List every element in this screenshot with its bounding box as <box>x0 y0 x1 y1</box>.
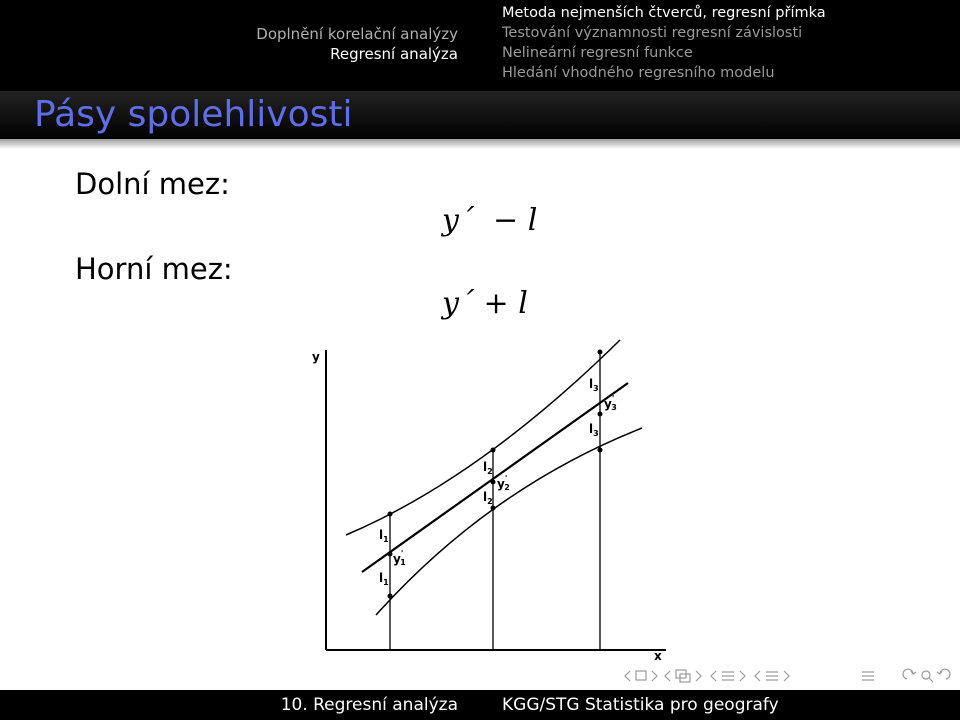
section-link-correlation[interactable]: Doplnění korelační analýzy <box>256 25 458 43</box>
label-y: y <box>604 397 612 411</box>
formula-minus: − <box>493 203 519 238</box>
title-shadow <box>0 139 960 149</box>
x-axis-label: x <box>654 649 662 663</box>
point-upper-1 <box>388 512 393 517</box>
formula-l: l <box>527 203 538 238</box>
nav-subsection-prev-icon[interactable] <box>665 671 670 681</box>
nav-forward-icon[interactable] <box>937 669 950 679</box>
section-link-regression[interactable]: Regresní analýza <box>330 45 458 63</box>
subsection-nav <box>502 3 826 83</box>
navigation-symbols <box>622 666 956 686</box>
label-prime: ' <box>611 394 615 403</box>
subsection-link-nonlinear[interactable]: Nelineární regresní funkce <box>502 45 693 61</box>
label-l: l <box>379 528 384 542</box>
point-fit-2 <box>491 480 496 485</box>
nav-doc-prev-icon[interactable] <box>755 671 760 681</box>
lower-confidence-curve <box>376 428 642 615</box>
footer-bar <box>0 690 960 720</box>
nav-appendix-icon[interactable] <box>862 672 874 680</box>
label-y3 <box>604 394 617 412</box>
label-sub: 3 <box>611 403 617 412</box>
label-sub: 1 <box>383 535 389 544</box>
formula-l: l <box>518 286 528 321</box>
nav-back-icon[interactable] <box>903 669 916 679</box>
section-nav <box>0 0 480 91</box>
label-l1-upper <box>379 528 389 544</box>
label-sub: 3 <box>593 384 599 393</box>
regression-line <box>362 383 628 572</box>
point-lower-2 <box>491 506 496 511</box>
subsection-link-significance[interactable]: Testování významnosti regresní závislosti <box>502 25 803 41</box>
nav-frame-next-icon[interactable] <box>652 671 657 681</box>
nav-section-prev-icon[interactable] <box>711 671 716 681</box>
label-l3-upper <box>589 377 599 393</box>
label-l: l <box>379 571 384 585</box>
label-l2-upper <box>483 460 493 476</box>
label-l: l <box>589 422 594 436</box>
nav-frame-icon[interactable] <box>636 671 646 680</box>
header-bar <box>0 0 960 91</box>
label-sub: 2 <box>487 467 493 476</box>
confidence-band-figure <box>300 338 680 666</box>
formula-plus: + <box>483 286 509 321</box>
upper-confidence-curve <box>346 340 620 535</box>
formula-y: y <box>442 203 459 238</box>
label-y: y <box>393 552 401 566</box>
point-lower-3 <box>598 448 603 453</box>
footer-lecture-title: 10. Regresní analýza <box>280 695 458 715</box>
formula-y: y <box>442 286 459 321</box>
title-bar <box>0 91 960 139</box>
nav-subsection-icon[interactable] <box>676 670 690 682</box>
point-fit-1 <box>388 552 393 557</box>
point-lower-1 <box>388 594 393 599</box>
label-sub: 2 <box>504 483 510 492</box>
subsection-link-least-squares[interactable]: Metoda nejmenších čtverců, regresní přímka <box>502 5 826 21</box>
label-sub: 1 <box>383 578 389 587</box>
footer-course-title: KGG/STG Statistika pro geografy <box>502 695 779 715</box>
lower-bound-formula <box>442 203 537 238</box>
nav-doc-next-icon[interactable] <box>784 671 789 681</box>
formula-prime: ´ <box>458 203 474 238</box>
y-axis-label: y <box>312 350 320 364</box>
label-l2-lower <box>483 490 493 506</box>
slide-title: Pásy spolehlivosti <box>34 94 353 135</box>
subsection-link-model-search[interactable]: Hledání vhodného regresního modelu <box>502 65 775 81</box>
label-y2 <box>497 474 510 492</box>
label-y1 <box>393 549 406 567</box>
point-upper-3 <box>598 350 603 355</box>
point-upper-2 <box>491 448 496 453</box>
label-l: l <box>483 460 488 474</box>
lower-bound-label: Dolní mez: <box>75 167 230 201</box>
label-sub: 2 <box>487 497 493 506</box>
label-prime: ' <box>400 549 404 558</box>
label-y: y <box>497 477 505 491</box>
nav-search-icon[interactable] <box>922 671 933 682</box>
nav-frame-prev-icon[interactable] <box>625 671 630 681</box>
nav-section-icon[interactable] <box>722 672 734 680</box>
nav-doc-icon[interactable] <box>766 672 778 680</box>
label-sub: 1 <box>400 558 406 567</box>
label-l1-lower <box>379 571 389 587</box>
upper-bound-formula <box>442 286 528 321</box>
formula-prime: ´ <box>458 286 474 321</box>
label-l: l <box>589 377 594 391</box>
label-prime: ' <box>504 474 508 483</box>
upper-bound-label: Horní mez: <box>75 252 233 286</box>
point-fit-3 <box>598 412 603 417</box>
label-l: l <box>483 490 488 504</box>
label-sub: 3 <box>593 429 599 438</box>
nav-subsection-next-icon[interactable] <box>696 671 701 681</box>
nav-section-next-icon[interactable] <box>740 671 745 681</box>
label-l3-lower <box>589 422 599 438</box>
